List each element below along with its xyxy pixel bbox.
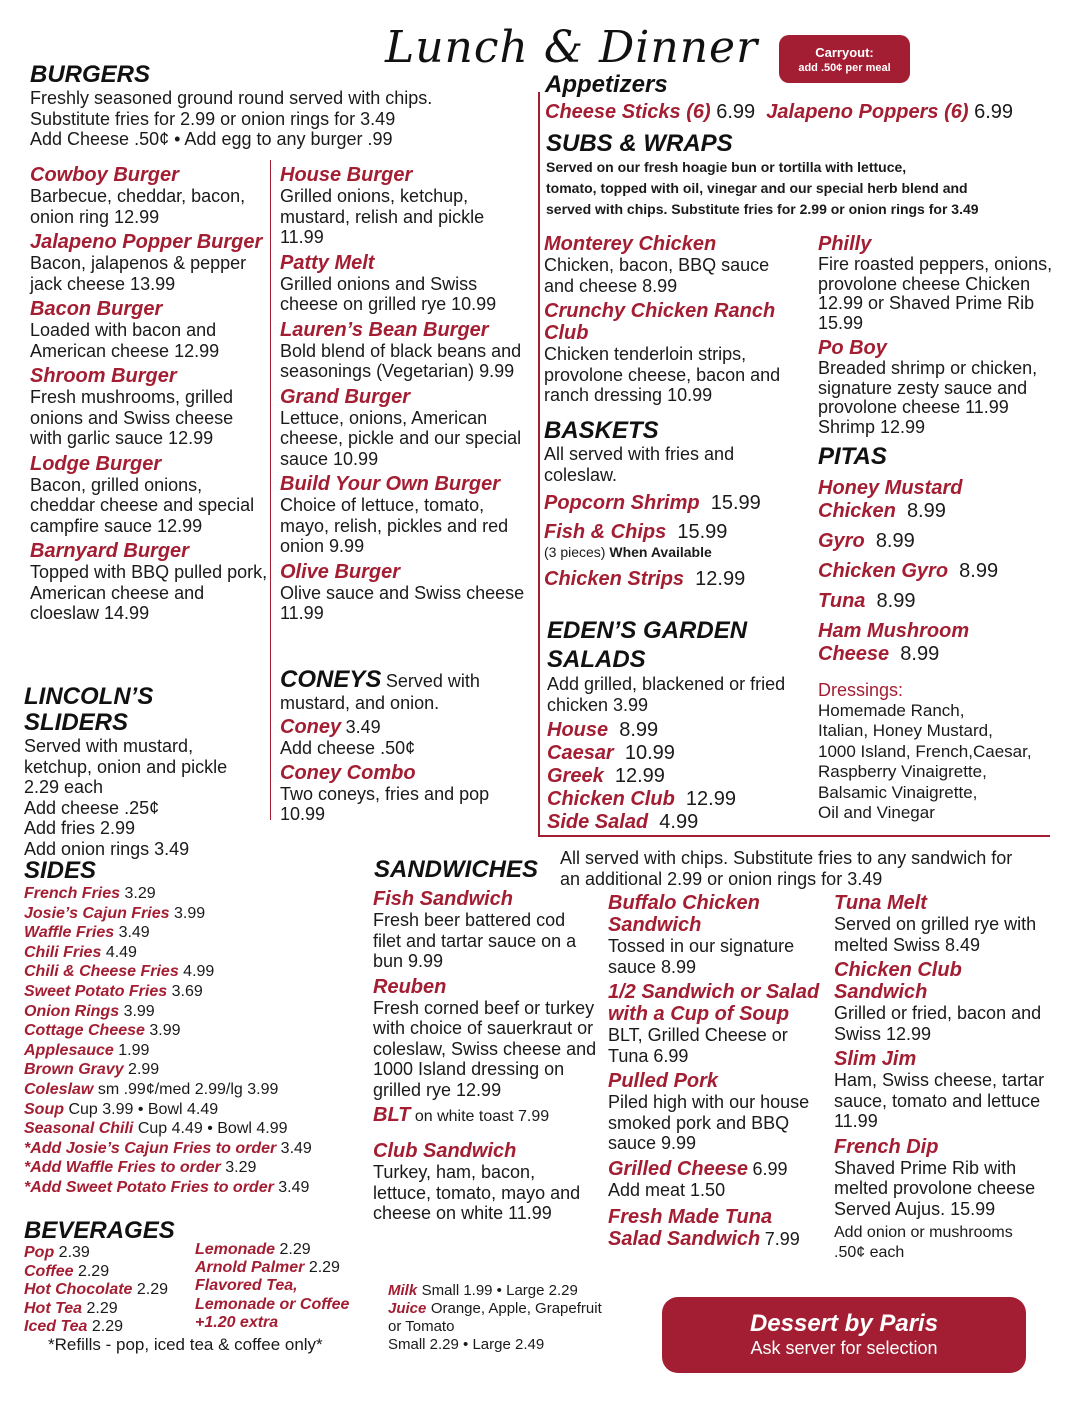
item-name: Pulled Pork: [608, 1070, 719, 1092]
side-price: 3.49: [118, 924, 150, 942]
pita-price: 8.99: [959, 560, 999, 582]
dessert-banner: [662, 1297, 1026, 1373]
pita-name: Honey Mustard Chicken: [818, 477, 963, 522]
side-price: sm .99¢/med 2.99/lg 3.99: [97, 1080, 279, 1098]
basket-item: [544, 492, 804, 515]
item-name: Club Sandwich: [373, 1140, 517, 1162]
item-desc: Bold blend of black beans and seasonings (Vegetarian) 9.99: [280, 340, 522, 381]
side-name: Chili Fries: [24, 943, 102, 961]
sandwiches-col3: [834, 892, 1059, 1263]
grilled-cheese-name: Grilled Cheese: [608, 1157, 749, 1180]
side-item: [24, 1002, 364, 1022]
side-item: [24, 1158, 364, 1178]
item-desc: Piled high with our house smoked pork and BBQ sauce 9.99: [608, 1092, 810, 1153]
baskets-heading: BASKETS: [544, 417, 659, 444]
divider-horizontal: [538, 835, 1050, 837]
sandwiches-col2: [608, 892, 828, 1250]
dressing-line: 1000 Island, French,Caesar,: [818, 741, 1032, 761]
beverage-price: 2.29: [77, 1262, 110, 1280]
menu-item: [30, 365, 268, 449]
coneys-subhead: Served with mustard, and onion.: [280, 671, 480, 713]
side-item: [24, 1139, 364, 1159]
subs-section: [546, 131, 1056, 220]
salad-item: [547, 719, 807, 742]
coneys-section: [280, 667, 532, 825]
salads-section: [547, 616, 807, 834]
coney-price: 3.49: [345, 717, 381, 737]
basket-price: 15.99: [710, 492, 761, 514]
beverage-item: [195, 1314, 365, 1332]
menu-item: [834, 1136, 1059, 1220]
beverages-right: [195, 1241, 365, 1332]
juice-desc-3: Small 2.29 • Large 2.49: [388, 1336, 545, 1353]
subs-intro-2: tomato, topped with oil, vinegar and our special herb blend and: [546, 180, 968, 196]
subs-right-column: [818, 233, 1063, 441]
grilled-cheese-item: [608, 1158, 828, 1180]
item-name: Barnyard Burger: [30, 540, 189, 562]
menu-item: [818, 337, 1063, 437]
side-name: Coleslaw: [24, 1080, 94, 1098]
side-price: 3.49: [280, 1139, 312, 1157]
beverage-item: [24, 1281, 194, 1300]
side-item: [24, 884, 364, 904]
dressings-section: [818, 680, 1068, 824]
basket-price: 15.99: [677, 521, 728, 543]
beverage-item: [195, 1259, 365, 1277]
item-desc: Breaded shrimp or chicken, signature zesty sauce and provolone cheese 11.99 Shrimp 12.99: [818, 358, 1038, 437]
pita-price: 8.99: [900, 643, 940, 665]
menu-item: [280, 561, 532, 624]
blt-item: [373, 1104, 598, 1126]
tuna-salad-item: [608, 1206, 823, 1250]
sliders-line: ketchup, onion and pickle: [24, 756, 228, 777]
sliders-section: [24, 684, 274, 859]
item-desc: Topped with BBQ pulled pork, American cheese and cloeslaw 14.99: [30, 562, 268, 623]
side-item: [24, 1119, 364, 1139]
blt-name: BLT: [373, 1104, 411, 1126]
sliders-line: Add onion rings 3.49: [24, 838, 190, 859]
side-name: Waffle Fries: [24, 924, 115, 942]
dressing-line: Balsamic Vinaigrette,: [818, 782, 978, 802]
side-item: [24, 1080, 364, 1100]
coney-combo-desc: Two coneys, fries and pop 10.99: [280, 783, 490, 824]
side-price: 1.99: [118, 1041, 150, 1059]
item-desc: Olive sauce and Swiss cheese 11.99: [280, 582, 525, 623]
menu-item: [544, 300, 799, 406]
baskets-intro: All served with fries and coleslaw.: [544, 444, 735, 485]
sliders-line: Add cheese .25¢: [24, 797, 160, 818]
menu-item: [280, 386, 532, 470]
pita-item: [818, 560, 1058, 583]
menu-item: [30, 164, 268, 227]
beverage-name: Coffee: [24, 1262, 74, 1280]
item-desc: Bacon, grilled onions, cheddar cheese and special campfire sauce 12.99: [30, 474, 255, 536]
item-name: Lodge Burger: [30, 452, 162, 475]
basket-name: Chicken Strips: [544, 568, 685, 590]
milk-name: Milk: [388, 1282, 418, 1299]
side-item: [24, 1178, 364, 1198]
item-desc: Fresh corned beef or turkey with choice of sauerkraut or coleslaw, Swiss cheese and 1000 Island dressing on grilled rye 12.99: [373, 997, 597, 1100]
side-price: 4.49: [105, 943, 137, 961]
side-name: *Add Sweet Potato Fries to order: [24, 1178, 274, 1196]
side-name: Josie’s Cajun Fries: [24, 904, 170, 922]
item-desc: BLT, Grilled Cheese or Tuna 6.99: [608, 1025, 788, 1066]
dressing-line: Oil and Vinegar: [818, 803, 935, 822]
blt-desc: on white toast 7.99: [414, 1108, 550, 1125]
pita-name: Ham Mushroom Cheese: [818, 620, 970, 665]
side-name: *Add Josie’s Cajun Fries to order: [24, 1139, 277, 1157]
menu-item: [280, 252, 532, 315]
sliders-line: Add fries 2.99: [24, 818, 136, 838]
pita-name: Chicken Gyro: [818, 560, 949, 582]
juice-desc-2: or Tomato: [388, 1318, 455, 1335]
beverage-item: [24, 1318, 194, 1337]
item-name: Bacon Burger: [30, 298, 163, 320]
basket-price: 12.99: [695, 568, 746, 590]
beverages-heading: BEVERAGES: [24, 1217, 175, 1244]
sides-section: [24, 858, 364, 1198]
carryout-label: Carryout:: [815, 45, 874, 60]
menu-item: [373, 1140, 598, 1224]
side-name: Applesauce: [24, 1041, 114, 1059]
item-name: Grand Burger: [280, 385, 411, 408]
item-desc: Loaded with bacon and American cheese 12.99: [30, 320, 220, 361]
sandwiches-heading: SANDWICHES: [374, 856, 539, 883]
basket-name: Popcorn Shrimp: [544, 492, 700, 514]
item-name: Monterey Chicken: [544, 233, 717, 255]
tuna-salad-name: Fresh Made Tuna Salad Sandwich: [608, 1206, 773, 1250]
item-desc: Ham, Swiss cheese, tartar sauce, tomato and lettuce 11.99: [834, 1070, 1045, 1131]
tuna-salad-price: 7.99: [764, 1229, 800, 1249]
menu-item: [280, 319, 532, 382]
subs-left-column: [544, 233, 799, 410]
salad-name: Greek: [547, 765, 604, 787]
item-name: French Dip: [834, 1135, 939, 1158]
basket-note-a: (3 pieces): [544, 544, 606, 560]
dressing-line: Homemade Ranch,: [818, 700, 965, 720]
salad-price: 12.99: [614, 765, 665, 787]
pita-price: 8.99: [906, 500, 946, 522]
side-name: *Add Waffle Fries to order: [24, 1159, 221, 1177]
item-name: Build Your Own Burger: [280, 473, 501, 495]
beverage-item: [195, 1241, 365, 1259]
item-name: Buffalo Chicken Sandwich: [608, 892, 760, 936]
beverage-price: 2.29: [86, 1299, 118, 1317]
coneys-heading: CONEYS: [280, 666, 382, 693]
grilled-cheese-price: 6.99: [752, 1158, 788, 1179]
item-name: Shroom Burger: [30, 365, 177, 387]
menu-item: [834, 1048, 1059, 1132]
item-desc: Choice of lettuce, tomato, mayo, relish, pickles and red onion 9.99: [280, 495, 509, 556]
menu-item: [834, 892, 1059, 955]
salad-price: 12.99: [685, 788, 736, 810]
salad-name: House: [547, 719, 609, 741]
milk-item: [388, 1282, 648, 1300]
salad-item: [547, 742, 807, 765]
sliders-heading-2: SLIDERS: [24, 709, 129, 736]
appetizer-name: Cheese Sticks (6): [545, 101, 711, 123]
side-name: Chili & Cheese Fries: [24, 963, 179, 981]
burgers-left-column: [30, 164, 268, 628]
pita-price: 8.99: [876, 590, 916, 612]
salads-heading-2: SALADS: [547, 646, 646, 673]
juice-item: [388, 1300, 648, 1318]
appetizer-price: 6.99: [974, 101, 1014, 123]
sandwiches-col1: [373, 888, 598, 1228]
item-name: Chicken Club Sandwich: [834, 959, 962, 1003]
menu-item: [280, 473, 532, 557]
beverage-name: Flavored Tea,: [195, 1277, 298, 1295]
beverage-name: Hot Chocolate: [24, 1281, 133, 1298]
sandwiches-intro: [560, 848, 1070, 889]
menu-title: Lunch & Dinner: [385, 22, 759, 73]
beverages-left: [24, 1244, 194, 1337]
salad-item: [547, 811, 807, 834]
basket-item: [544, 568, 804, 591]
menu-item: [30, 298, 268, 361]
item-name: Crunchy Chicken Ranch Club: [544, 300, 776, 344]
sandwiches-intro-1: All served with chips. Substitute fries to any sandwich for: [560, 848, 1013, 868]
side-item: [24, 1100, 364, 1120]
item-name: Jalapeno Popper Burger: [30, 231, 263, 253]
salad-name: Caesar: [547, 742, 614, 764]
beverage-name: Lemonade or Coffee: [195, 1295, 350, 1313]
side-price: 4.99: [183, 963, 215, 981]
item-desc: Fire roasted peppers, onions, provolone cheese Chicken 12.99 or Shaved Prime Rib 15.99: [818, 254, 1053, 333]
beverage-name: Arnold Palmer: [195, 1259, 305, 1277]
item-desc: Grilled or fried, bacon and Swiss 12.99: [834, 1003, 1042, 1044]
burgers-intro-2: Substitute fries for 2.99 or onion rings for 3.49: [30, 108, 396, 129]
dessert-title: Dessert by Paris: [749, 1310, 939, 1337]
grilled-cheese-desc: Add meat 1.50: [608, 1179, 726, 1200]
dressing-line: Italian, Honey Mustard,: [818, 721, 993, 740]
pita-item: [818, 530, 1058, 553]
pita-price: 8.99: [875, 530, 915, 552]
salad-price: 4.99: [659, 811, 699, 833]
side-price: Cup 4.49 • Bowl 4.99: [137, 1120, 288, 1138]
appetizer-name: Jalapeno Poppers (6): [766, 101, 969, 123]
sliders-heading-1: LINCOLN’S: [24, 683, 154, 710]
menu-item: [30, 231, 268, 294]
coney-addon: Add cheese .50¢: [280, 738, 416, 758]
item-desc: Tossed in our signature sauce 8.99: [608, 936, 795, 977]
menu-item: [373, 976, 598, 1101]
salads-intro: Add grilled, blackened or fried chicken 3.99: [547, 674, 786, 715]
beverage-price: 2.29: [91, 1318, 124, 1335]
item-name: Slim Jim: [834, 1048, 917, 1070]
menu-item: [818, 233, 1063, 333]
pitas-heading: PITAS: [818, 443, 887, 470]
salad-price: 8.99: [619, 719, 659, 741]
burgers-section: [30, 62, 530, 150]
appetizers-row: [545, 101, 1065, 124]
beverage-name: Lemonade: [195, 1241, 276, 1258]
basket-note: [544, 544, 804, 560]
appetizers-section: [545, 72, 1065, 124]
beverage-price: 2.39: [58, 1244, 90, 1261]
item-desc: Chicken tenderloin strips, provolone cheese, bacon and ranch dressing 10.99: [544, 344, 781, 405]
basket-note-b: When Available: [609, 544, 712, 560]
beverage-name: Pop: [24, 1244, 55, 1261]
side-item: [24, 962, 364, 982]
item-desc: Lettuce, onions, American cheese, pickle and our special sauce 10.99: [280, 407, 522, 469]
sliders-line: Served with mustard,: [24, 736, 194, 756]
carryout-note: add .50¢ per meal: [798, 62, 891, 74]
item-desc: Bacon, jalapenos & pepper jack cheese 13.99: [30, 253, 247, 294]
burgers-heading: BURGERS: [30, 61, 151, 88]
menu-item: [280, 164, 532, 248]
item-desc: Fresh beer battered cod filet and tartar sauce on a bun 9.99: [373, 910, 577, 971]
side-name: Cottage Cheese: [24, 1022, 145, 1040]
menu-item: [834, 959, 1059, 1044]
pita-name: Tuna: [818, 590, 866, 612]
side-name: Seasonal Chili: [24, 1120, 134, 1138]
salad-price: 10.99: [624, 742, 675, 764]
side-name: Brown Gravy: [24, 1061, 124, 1079]
milk-juice: [388, 1282, 648, 1354]
item-name: Olive Burger: [280, 560, 401, 583]
item-name: Lauren’s Bean Burger: [280, 318, 489, 341]
salad-name: Side Salad: [547, 811, 649, 833]
item-desc: Grilled onions and Swiss cheese on grilled rye 10.99: [280, 273, 497, 314]
subs-intro-3: served with chips. Substitute fries for 2.99 or onion rings for 3.49: [546, 201, 979, 217]
side-price: 3.99: [123, 1002, 155, 1020]
subs-intro-1: Served on our fresh hoagie bun or tortilla with lettuce,: [546, 159, 907, 175]
side-name: French Fries: [24, 885, 121, 902]
side-item: [24, 1041, 364, 1061]
juice-desc: Orange, Apple, Grapefruit: [430, 1300, 602, 1317]
beverage-item: [195, 1277, 365, 1295]
menu-item: [30, 453, 268, 537]
sides-heading: SIDES: [24, 857, 97, 884]
item-desc: Turkey, ham, bacon, lettuce, tomato, mayo and cheese on white 11.99: [373, 1162, 581, 1223]
item-desc: Served on grilled rye with melted Swiss 8.49: [834, 914, 1037, 955]
side-item: [24, 923, 364, 943]
dessert-subtitle: Ask server for selection: [750, 1338, 938, 1358]
beverage-item: [24, 1244, 194, 1263]
sandwiches-intro-2: an additional 2.99 or onion rings for 3.49: [560, 868, 883, 889]
subs-heading: SUBS & WRAPS: [546, 130, 733, 157]
beverage-name: +1.20 extra: [195, 1313, 279, 1331]
beverage-price: 2.29: [136, 1281, 169, 1298]
appetizers-heading: Appetizers: [545, 71, 668, 98]
beverage-price: 2.29: [279, 1241, 311, 1258]
appetizer-price: 6.99: [716, 101, 756, 123]
side-item: [24, 982, 364, 1002]
salad-item: [547, 765, 807, 788]
menu-item: [608, 1070, 828, 1154]
side-name: Soup: [24, 1100, 64, 1118]
beverage-item: [195, 1296, 365, 1314]
beverage-price: 2.29: [308, 1259, 340, 1277]
french-dip-note: Add onion or mushrooms .50¢ each: [834, 1224, 1013, 1261]
item-name: Cowboy Burger: [30, 164, 179, 186]
divider-main: [538, 92, 540, 837]
sliders-line: 2.29 each: [24, 777, 104, 797]
salads-heading-1: EDEN’S GARDEN: [547, 617, 748, 644]
baskets-section: [544, 418, 804, 591]
side-price: 3.99: [149, 1022, 181, 1040]
coney-combo-name: Coney Combo: [280, 761, 416, 784]
pita-item: [818, 620, 993, 666]
burgers-intro-3: Add Cheese .50¢ • Add egg to any burger .99: [30, 129, 393, 149]
side-item: [24, 943, 364, 963]
side-price: 3.69: [171, 982, 203, 1000]
milk-desc: Small 1.99 • Large 2.29: [421, 1282, 578, 1299]
item-desc: Fresh mushrooms, grilled onions and Swiss cheese with garlic sauce 12.99: [30, 387, 234, 448]
beverage-item: [24, 1263, 194, 1282]
side-name: Sweet Potato Fries: [24, 982, 168, 1000]
item-name: 1/2 Sandwich or Salad with a Cup of Soup: [608, 981, 820, 1025]
burgers-right-column: [280, 164, 532, 628]
dressings-heading: Dressings:: [818, 680, 904, 700]
item-name: Po Boy: [818, 337, 887, 359]
menu-item: [544, 233, 799, 296]
coney-name: Coney: [280, 716, 342, 738]
item-name: Patty Melt: [280, 251, 375, 274]
salad-name: Chicken Club: [547, 788, 675, 810]
basket-item: [544, 521, 804, 544]
beverage-name: Iced Tea: [24, 1318, 88, 1335]
side-price: Cup 3.99 • Bowl 4.49: [68, 1100, 219, 1118]
item-desc: Barbecue, cheddar, bacon, onion ring 12.99: [30, 186, 246, 227]
side-item: [24, 1021, 364, 1041]
item-name: Philly: [818, 233, 872, 255]
side-name: Onion Rings: [24, 1002, 120, 1020]
item-desc: Grilled onions, ketchup, mustard, relish and pickle 11.99: [280, 186, 485, 247]
menu-item: [373, 888, 598, 972]
side-price: 3.29: [225, 1159, 257, 1177]
pita-item: [818, 477, 988, 523]
item-name: House Burger: [280, 164, 413, 186]
item-name: Reuben: [373, 975, 447, 998]
pita-name: Gyro: [818, 530, 865, 552]
menu-item: [30, 540, 268, 624]
side-price: 3.29: [124, 885, 156, 902]
dressing-line: Raspberry Vinaigrette,: [818, 762, 987, 781]
refills-note: *Refills - pop, iced tea & coffee only*: [48, 1335, 323, 1354]
burgers-intro-1: Freshly seasoned ground round served with chips.: [30, 88, 433, 108]
side-item: [24, 904, 364, 924]
pitas-section: [818, 444, 1058, 666]
salad-item: [547, 788, 807, 811]
side-price: 2.99: [128, 1061, 160, 1079]
pita-item: [818, 590, 1058, 613]
side-price: 3.99: [174, 904, 206, 922]
item-desc: Shaved Prime Rib with melted provolone cheese Served Aujus. 15.99: [834, 1157, 1036, 1219]
beverage-name: Hot Tea: [24, 1299, 83, 1317]
basket-name: Fish & Chips: [544, 521, 667, 543]
side-item: [24, 1060, 364, 1080]
item-desc: Chicken, bacon, BBQ sauce and cheese 8.99: [544, 255, 770, 296]
item-name: Tuna Melt: [834, 892, 927, 914]
item-name: Fish Sandwich: [373, 888, 514, 910]
beverage-item: [24, 1300, 194, 1319]
menu-item: [608, 892, 828, 977]
side-price: 3.49: [278, 1178, 310, 1196]
menu-item: [608, 981, 828, 1066]
juice-name: Juice: [388, 1300, 427, 1317]
